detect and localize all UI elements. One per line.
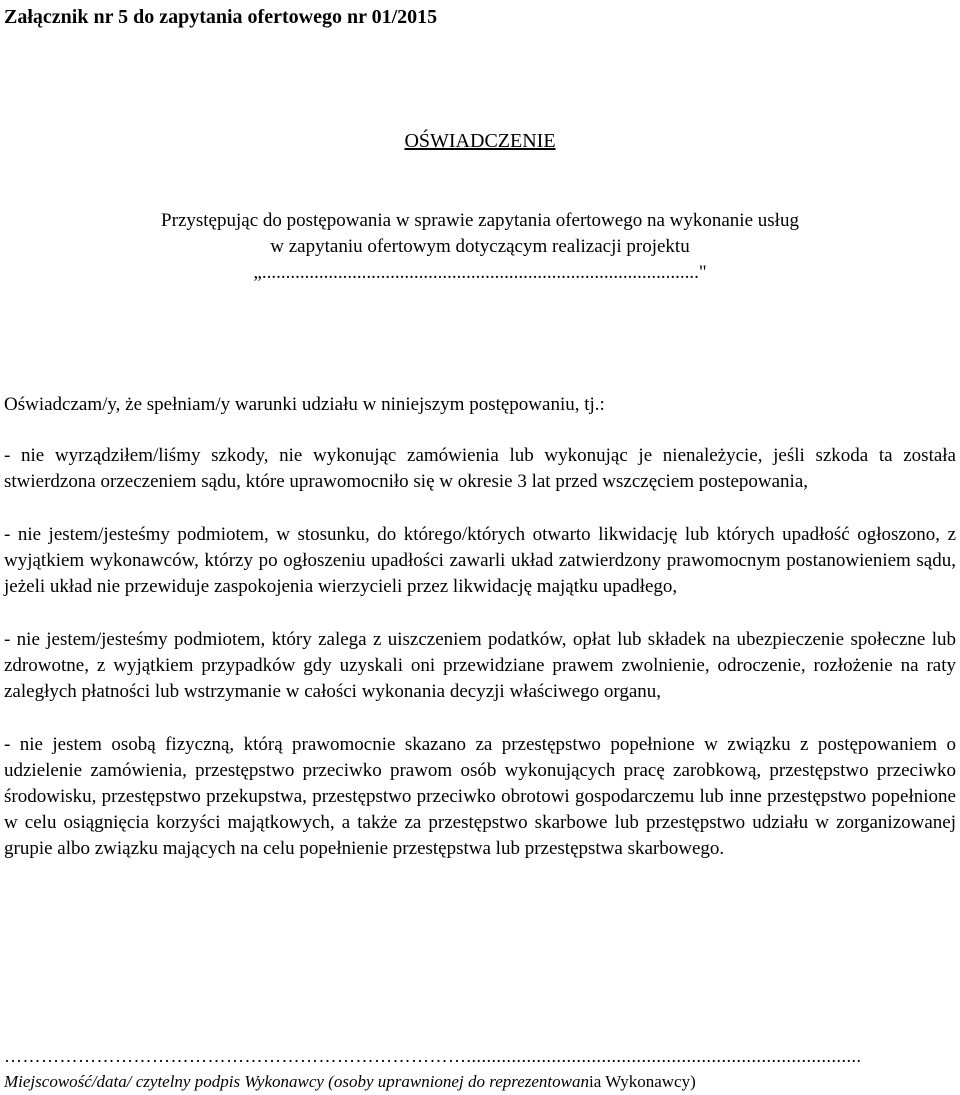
signature-caption-italic: Miejscowość/data/ czytelny podpis Wykonawcy (osoby uprawnionej do reprezentowan	[4, 1072, 589, 1091]
condition-paragraph: - nie jestem/jesteśmy podmiotem, w stosunku, do którego/których otwarto likwidację lub których upadłość ogłoszono, z wyjątkiem wykonawców, którzy po ogłoszeniu upadłości zawarli układ zatwierdzony prawomocnym postanowieniem sądu, jeżeli układ nie przewiduje zaspokojenia wierzycieli przez likwidację majątku upadłego,	[4, 524, 956, 598]
intro-line: w zapytaniu ofertowym dotyczącym realizacji projektu	[270, 236, 690, 257]
condition-paragraph: - nie wyrządziłem/liśmy szkody, nie wykonując zamówienia lub wykonując je nienależycie, jeśli szkoda ta została stwierdzona orzeczeniem sądu, które uprawomocniło się w okresie 3 lat przed wszczęciem postepowania,	[4, 445, 956, 493]
condition-paragraph: - nie jestem osobą fizyczną, którą prawomocnie skazano za przestępstwo popełnione w związku z postępowaniem o udzielenie zamówienia, przestępstwo przeciwko prawom osób wykonujących pracę zarobkową, przestępstwo przeciwko środowisku, przestępstwo przekupstwa, przestępstwo przeciwko obrotowi gospodarczemu lub inne przestępstwo popełnione w celu osiągnięcia korzyści majątkowych, a także za przestępstwo skarbowe lub przestępstwo udziału w zorganizowanej grupie albo związku mających na celu popełnienie przestępstwa lub przestępstwa skarbowego.	[4, 734, 956, 860]
signature-caption	[4, 1069, 696, 1095]
signature-line: …………………………………………………………………...............................................................................	[4, 1046, 862, 1066]
document-title: OŚWIADCZENIE	[404, 130, 556, 152]
statement-text: Oświadczam/y, że spełniam/y warunki udziału w niniejszym postępowaniu, tj.:	[4, 394, 605, 415]
signature-caption-regular: ia Wykonawcy)	[589, 1072, 696, 1091]
attachment-header: Załącznik nr 5 do zapytania ofertowego nr 01/2015	[4, 6, 438, 28]
condition-paragraph: - nie jestem/jesteśmy podmiotem, który zalega z uiszczeniem podatków, opłat lub składek na ubezpieczenie społeczne lub zdrowotne, z wyjątkiem przypadków gdy uzyskali oni przewidziane prawem zwolnienie, odroczenie, rozłożenie na raty zaległych płatności lub wstrzymanie w całości wykonania decyzji właściwego organu,	[4, 629, 956, 703]
intro-line: Przystępując do postępowania w sprawie zapytania ofertowego na wykonanie usług	[161, 210, 799, 231]
project-name-placeholder: „............................................................................................"	[253, 262, 707, 283]
